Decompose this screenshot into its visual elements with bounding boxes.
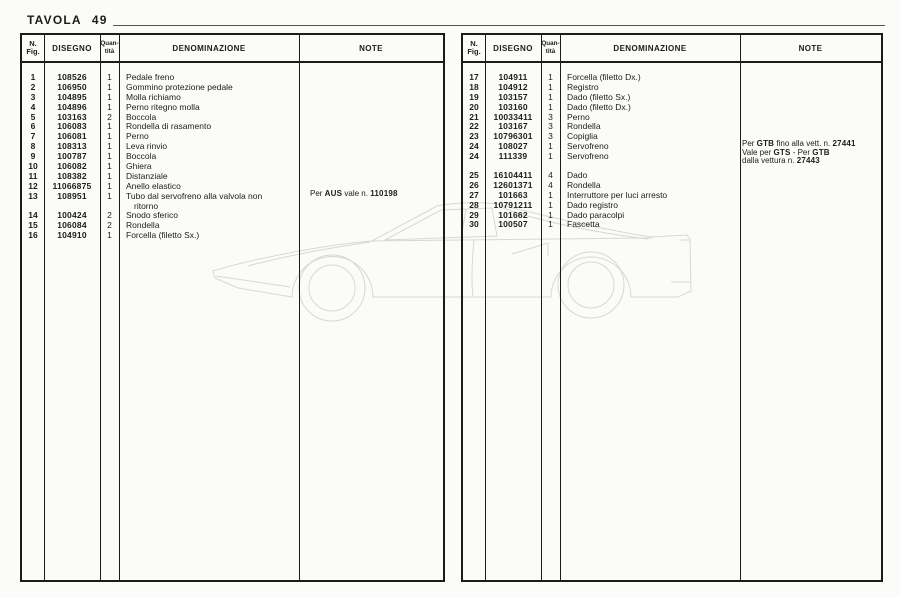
quantity-cell: 4 [548, 179, 553, 190]
note-cell [740, 122, 881, 132]
note-cell [299, 221, 443, 231]
parts-table-right [461, 33, 883, 582]
fig-number-cell: 24 [469, 141, 479, 152]
denominazione-cell: Servofreno [567, 151, 609, 162]
col-header-quantita-line2: tità [545, 48, 556, 55]
disegno-cell: 104896 [57, 101, 87, 112]
col-header-fig-line2: Fig. [26, 47, 40, 56]
note-cell [740, 191, 881, 201]
fig-number-cell: 9 [30, 151, 36, 162]
note-cell [299, 73, 443, 83]
disegno-cell: 100424 [57, 210, 87, 221]
quantity-cell: 1 [548, 141, 553, 152]
quantity-cell: 4 [548, 170, 553, 181]
denominazione-cell: Tubo dal servofreno alla valvola non [126, 190, 263, 201]
note-cell [740, 181, 881, 191]
note-cell [740, 220, 881, 230]
col-header-quantita-line1: Quan- [541, 40, 560, 47]
note-cell [299, 162, 443, 172]
fig-number-cell: 13 [28, 190, 38, 201]
col-header-note: NOTE [798, 43, 823, 53]
disegno-cell: 104895 [57, 91, 87, 102]
quantity-cell: 1 [107, 141, 112, 152]
note-cell [299, 132, 443, 142]
fig-number-cell: 29 [469, 209, 479, 220]
title-rule [113, 25, 885, 26]
note-cell [299, 122, 443, 132]
note-cell [740, 83, 881, 93]
quantity-cell: 1 [107, 161, 112, 172]
disegno-cell: 106084 [57, 220, 87, 231]
denominazione-cell: Forcella (filetto Sx.) [126, 230, 200, 241]
fig-number-cell: 26 [469, 179, 479, 190]
col-header-note: NOTE [359, 43, 383, 53]
quantity-cell: 1 [548, 72, 553, 82]
quantity-cell: 1 [548, 219, 553, 230]
fig-number-cell: 2 [30, 81, 36, 92]
fig-number-cell: 30 [469, 219, 479, 230]
denominazione-cell: Perno [126, 131, 149, 142]
note-cell [299, 93, 443, 103]
disegno-cell: 104912 [498, 81, 528, 92]
disegno-cell: 10796301 [493, 131, 533, 142]
denominazione-cell: Rondella [567, 179, 601, 190]
disegno-cell: 100507 [498, 219, 528, 230]
col-header-fig [463, 35, 485, 61]
denominazione-cell: Copiglia [567, 131, 598, 142]
fig-number-cell: 23 [469, 131, 479, 142]
disegno-cell: 101663 [498, 189, 528, 200]
denominazione-cell: Perno ritegno molla [126, 101, 200, 112]
quantity-cell: 1 [548, 209, 553, 220]
table-body [22, 63, 443, 241]
quantity-cell: 1 [548, 81, 553, 92]
fig-number-cell: 10 [28, 161, 38, 172]
col-header-fig-line1: N. [470, 39, 478, 48]
fig-number-cell: 16 [28, 230, 38, 241]
quantity-cell: 1 [548, 101, 553, 112]
denominazione-cell: Pedale freno [126, 72, 175, 82]
fig-number-cell: 7 [30, 131, 36, 142]
denominazione-cell: Perno [567, 111, 590, 122]
col-header-disegno: DISEGNO [52, 43, 92, 53]
quantity-cell: 1 [548, 91, 553, 102]
table-row [463, 220, 881, 230]
disegno-cell: 11066875 [52, 180, 92, 191]
denominazione-cell: Anello elastico [126, 180, 181, 191]
page-title: TAVOLA 49 [27, 13, 108, 27]
fig-number-cell: 19 [469, 91, 479, 102]
disegno-cell: 100787 [57, 151, 87, 162]
disegno-cell: 101662 [498, 209, 528, 220]
denominazione-cell: Ghiera [126, 161, 152, 172]
quantity-cell: 1 [548, 151, 553, 162]
quantity-cell: 1 [107, 170, 112, 181]
quantity-cell: 3 [548, 111, 553, 122]
quantity-cell: 2 [107, 210, 112, 221]
denominazione-cell: Registro [567, 81, 599, 92]
denominazione-cell: Dado (filetto Dx.) [567, 101, 631, 112]
denominazione-cell: Rondella [126, 220, 160, 231]
quantity-cell: 1 [107, 230, 112, 241]
col-header-quantita [100, 35, 119, 61]
denominazione-cell: Molla richiamo [126, 91, 181, 102]
note-cell [299, 103, 443, 113]
col-header-quantita-line2: tità [104, 48, 115, 55]
fig-number-cell: 15 [28, 220, 38, 231]
fig-number-cell: 20 [469, 101, 479, 112]
fig-number-cell: 12 [28, 180, 38, 191]
fig-number-cell: 14 [28, 210, 38, 221]
denominazione-cell: Interruttore per luci arresto [567, 189, 668, 200]
denominazione-cell: Rondella di rasamento [126, 121, 212, 132]
note-cell [299, 152, 443, 162]
denominazione-cell: Dado [567, 170, 588, 181]
note-cell [299, 231, 443, 241]
parts-table-left [20, 33, 445, 582]
col-header-fig-line2: Fig. [467, 47, 481, 56]
quantity-cell: 1 [107, 91, 112, 102]
quantity-cell: 1 [107, 101, 112, 112]
disegno-cell: 103167 [498, 121, 528, 132]
fig-number-cell: 21 [469, 111, 479, 122]
denominazione-cell: Gommino protezione pedale [126, 81, 233, 92]
col-header-quantita [541, 35, 560, 61]
col-header-denominazione: DENOMINAZIONE [613, 43, 687, 53]
fig-number-cell: 22 [469, 121, 479, 132]
fig-number-cell: 6 [30, 121, 36, 132]
note-line: Per GTB fino alla vett. n. 27441 [742, 139, 856, 148]
fig-number-cell: 4 [30, 101, 36, 112]
disegno-cell: 16104411 [493, 170, 533, 181]
note-cell [299, 83, 443, 93]
disegno-cell: 104911 [498, 72, 528, 82]
disegno-cell: 12601371 [493, 179, 533, 190]
denominazione-cell: Servofreno [567, 141, 609, 152]
col-header-disegno: DISEGNO [493, 43, 533, 53]
fig-number-cell: 8 [30, 141, 36, 152]
col-header-denominazione: DENOMINAZIONE [172, 43, 246, 53]
fig-number-cell: 17 [469, 72, 479, 82]
denominazione-cell: ritorno [134, 200, 159, 211]
col-header-fig [22, 35, 44, 61]
quantity-cell: 1 [107, 81, 112, 92]
quantity-cell: 2 [107, 111, 112, 122]
quantity-cell: 1 [107, 180, 112, 191]
quantity-cell: 3 [548, 121, 553, 132]
disegno-cell: 106083 [57, 121, 87, 132]
quantity-cell: 1 [548, 189, 553, 200]
note-cell [299, 202, 443, 212]
fig-number-cell: 3 [30, 91, 36, 102]
disegno-cell: 104910 [57, 230, 87, 241]
denominazione-cell: Rondella [567, 121, 601, 132]
fig-number-cell: 1 [30, 72, 36, 82]
note-cell [740, 93, 881, 103]
denominazione-cell: Fascetta [567, 219, 600, 230]
disegno-cell: 106081 [57, 131, 87, 142]
disegno-cell: 106082 [57, 161, 87, 172]
denominazione-cell: Forcella (filetto Dx.) [567, 72, 641, 82]
note-cell [740, 171, 881, 181]
fig-number-cell: 28 [469, 199, 479, 210]
disegno-cell: 108313 [57, 141, 87, 152]
note-cell [740, 103, 881, 113]
denominazione-cell: Leva rinvio [126, 141, 168, 152]
denominazione-cell: Distanziale [126, 170, 168, 181]
note-cell [299, 113, 443, 123]
quantity-cell: 2 [107, 220, 112, 231]
denominazione-cell: Boccola [126, 111, 157, 122]
quantity-cell: 1 [548, 199, 553, 210]
disegno-cell: 10033411 [493, 111, 533, 122]
disegno-cell: 108027 [498, 141, 528, 152]
note-cell [299, 211, 443, 221]
col-header-fig-line1: N. [29, 39, 37, 48]
note-text [310, 190, 398, 199]
disegno-cell: 108382 [57, 170, 87, 181]
note-line: Vale per GTS - Per GTB [742, 147, 830, 157]
disegno-cell: 108951 [57, 190, 87, 201]
note-line: dalla vettura n. 27443 [742, 156, 820, 166]
denominazione-cell: Snodo sferico [126, 210, 178, 221]
denominazione-cell: Boccola [126, 151, 157, 162]
disegno-cell: 108526 [57, 72, 87, 82]
fig-number-cell: 27 [469, 189, 479, 200]
fig-number-cell: 18 [469, 81, 479, 92]
quantity-cell: 3 [548, 131, 553, 142]
note-cell [740, 113, 881, 123]
disegno-cell: 103160 [498, 101, 528, 112]
note-cell [299, 142, 443, 152]
note-line: Per AUS vale n. 110198 [310, 189, 398, 198]
disegno-cell: 10791211 [493, 199, 533, 210]
denominazione-cell: Dado (filetto Sx.) [567, 91, 631, 102]
denominazione-cell: Dado registro [567, 199, 619, 210]
note-text [742, 140, 856, 166]
col-header-quantita-line1: Quan- [100, 40, 119, 47]
disegno-cell: 103163 [57, 111, 87, 122]
quantity-cell: 1 [107, 151, 112, 162]
quantity-cell: 1 [107, 72, 112, 82]
disegno-cell: 106950 [57, 81, 87, 92]
quantity-cell: 1 [107, 131, 112, 142]
note-cell [740, 73, 881, 83]
fig-number-cell: 24 [469, 151, 479, 162]
note-cell [740, 211, 881, 221]
fig-number-cell: 25 [469, 170, 479, 181]
note-cell [299, 172, 443, 182]
denominazione-cell: Dado paracolpi [567, 209, 625, 220]
table-row [22, 231, 443, 241]
disegno-cell: 103157 [498, 91, 528, 102]
fig-number-cell: 11 [28, 170, 38, 181]
quantity-cell: 1 [107, 190, 112, 201]
quantity-cell: 1 [107, 121, 112, 132]
fig-number-cell: 5 [30, 111, 36, 122]
disegno-cell: 111339 [498, 151, 528, 162]
note-cell [740, 201, 881, 211]
